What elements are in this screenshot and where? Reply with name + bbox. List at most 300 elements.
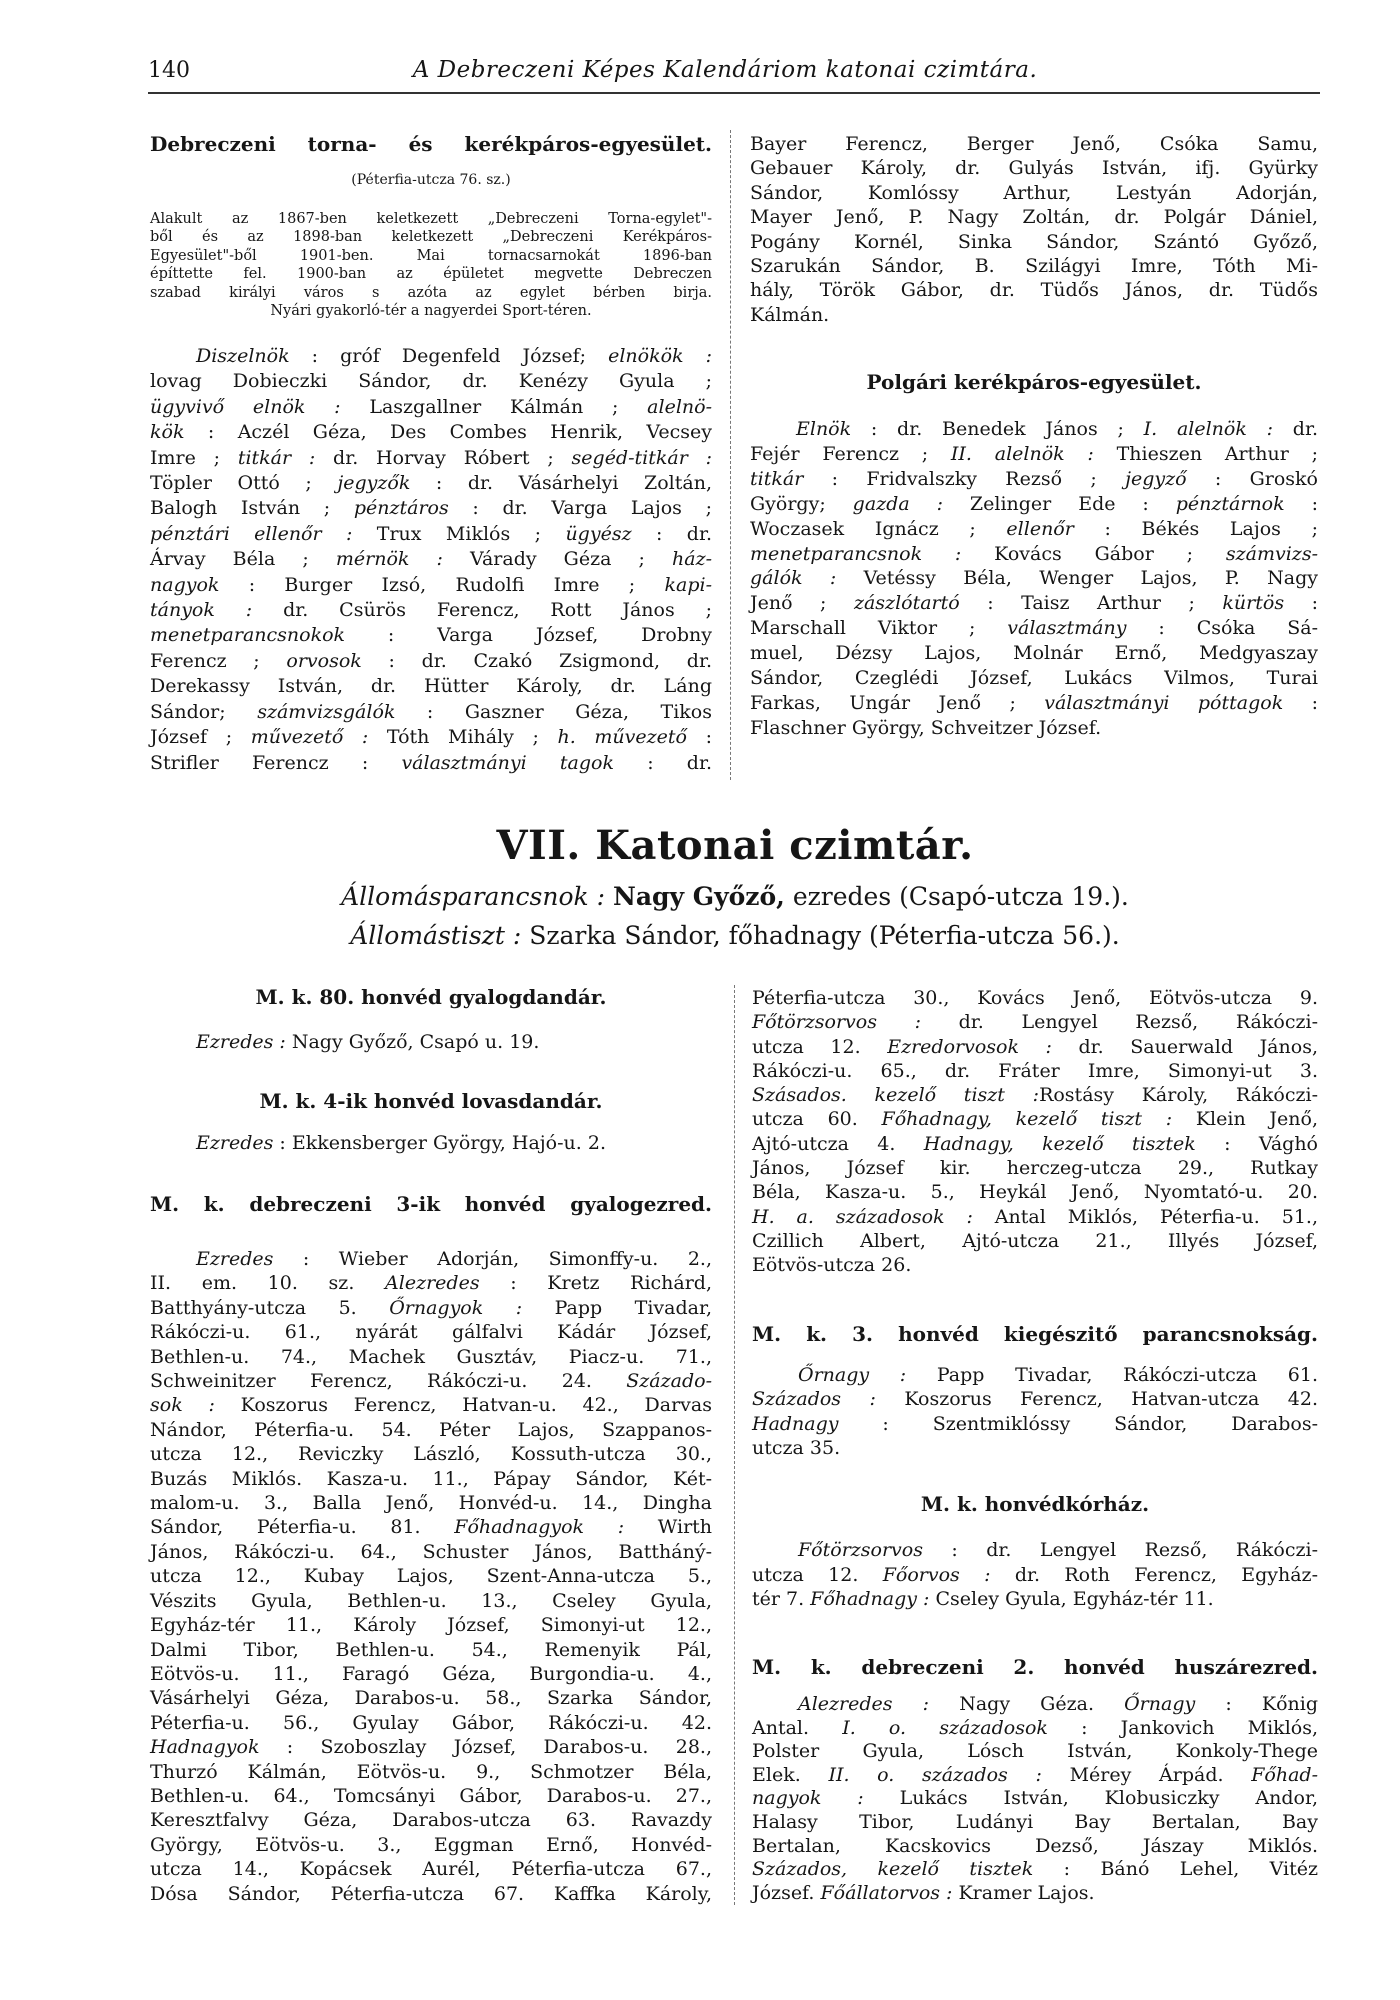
entry-text: Farkas, Ungár Jenő ; [750, 691, 1045, 714]
text-line [150, 1442, 712, 1466]
entry-text: György, Eötvös-u. 3., Eggman Ernő, Honvéd- [150, 1833, 712, 1856]
text-line [150, 1882, 712, 1906]
entry-text: Ajtó-utcza 4. [752, 1132, 924, 1155]
infantry3-entries [150, 1247, 712, 1906]
text-line [150, 1393, 712, 1417]
role-label: választmány [1007, 617, 1127, 640]
role-label: Őrnagyok : [389, 1296, 523, 1319]
section-heading-infantry3: M. k. debreczeni 3-ik honvéd gyalogezred. [150, 1192, 712, 1216]
entry-text: : [1283, 691, 1319, 714]
entry-text: Polster Gyula, Lósch István, Konkoly-Thege [752, 1740, 1318, 1763]
text-line [750, 492, 1318, 517]
text-line [752, 1229, 1318, 1253]
text-line [150, 369, 712, 394]
entry-text: Mérey Árpád. [1041, 1763, 1252, 1786]
entry-text: utcza 14., Kopácsek Aurél, Péterfia-utcza 67., [150, 1858, 712, 1881]
text-line [752, 1787, 1318, 1811]
entry-text: Wirth [624, 1516, 713, 1539]
entry-text: Eötvös-u. 11., Faragó Géza, Burgondia-u. 4., [150, 1662, 712, 1685]
entry-text: utcza 12., Reviczky László, Kossuth-utcza 30., [150, 1443, 712, 1466]
entry-text: Schweinitzer Ferencz, Rákóczi-u. 24. [150, 1370, 627, 1393]
role-label: Főorvos : [882, 1563, 991, 1586]
entry-text: József ; [150, 726, 251, 749]
text-line [752, 1538, 1318, 1563]
entry-text: Sándor, Czeglédi József, Lukács Vilmos, Turai [750, 667, 1318, 690]
entry-text: János, József kir. herczeg-utcza 29., Rutkay [752, 1157, 1318, 1180]
entry-text: Egyház-tér 11., Károly József, Simonyi-ut 12., [150, 1614, 712, 1637]
entry-text: Thurzó Kálmán, Eötvös-u. 9., Schmotzer Béla, [150, 1760, 712, 1783]
entry-text: utcza 60. [752, 1108, 882, 1131]
text-line [150, 1638, 712, 1662]
text-line [150, 1418, 712, 1442]
text-line [150, 573, 712, 598]
role-label: Ezredorvosok : [887, 1035, 1052, 1058]
entry-text: : Aczél Géza, Des Combes Henrik, Vecsey [184, 421, 712, 444]
text-line [150, 344, 712, 369]
entry-text: : Csóka Sá- [1126, 617, 1318, 640]
role-label: Főhadnagyok : [454, 1516, 625, 1539]
entry-text: Gebauer Károly, dr. Gulyás István, ifj. Gyürky [750, 157, 1318, 180]
text-line [750, 666, 1318, 691]
entry-text: lovag Dobieczki Sándor, dr. Kenézy Gyula ; [150, 370, 712, 393]
station-commander-line [200, 882, 1270, 911]
role-label: Hadnagy, kezelő tisztek [923, 1132, 1196, 1155]
entry-text: : Vághó [1195, 1132, 1318, 1155]
role-label: ügyész [565, 522, 632, 545]
entry-text: Imre ; [150, 446, 238, 469]
entry-text: Eötvös-utcza 26. [752, 1254, 912, 1277]
entry-text: Vetéssy Béla, Wenger Lajos, P. Nagy [836, 567, 1318, 590]
entry-text: Kálmán. [750, 303, 830, 326]
supplementary3-entries [752, 1363, 1318, 1460]
text-line [150, 1320, 712, 1344]
text-line [752, 1059, 1318, 1083]
role-label: Alezredes [385, 1272, 480, 1295]
role-label: nagyok [150, 573, 220, 596]
text-line [150, 1857, 712, 1881]
entry-text: Zelinger Ede : [943, 492, 1176, 515]
text-line [150, 1564, 712, 1588]
role-label: Százados, kezelő tisztek [752, 1858, 1034, 1881]
entry-text: Béla, Kasza-u. 5., Heykál Jenő, Nyomtató-u. 20. [752, 1181, 1318, 1204]
text-line [150, 1467, 712, 1491]
role-label: ellenőr [1006, 517, 1074, 540]
column-divider-top [730, 130, 731, 780]
section-heading-hussars2: M. k. debreczeni 2. honvéd huszárezred. [752, 1655, 1318, 1679]
entry-text: Lukács István, Klobusiczky Andor, [863, 1787, 1318, 1810]
text-line [752, 1882, 1318, 1906]
entry-text: Batthyány-utcza 5. [150, 1296, 390, 1319]
entry-text: Nagy Győző, Csapó u. 19. [285, 1031, 540, 1053]
text-line [150, 1711, 712, 1735]
text-line [750, 542, 1318, 567]
entry-text: Flaschner György, Schveitzer József. [750, 716, 1102, 739]
text-line [750, 417, 1318, 442]
entry-text: Kovács Gábor ; [961, 542, 1226, 565]
role-label: titkár : [237, 446, 316, 469]
entry-text: : Békés Lajos ; [1073, 517, 1318, 540]
text-line [150, 1808, 712, 1832]
entry-text: Bethlen-u. 64., Tomcsányi Gábor, Darabos-u. 27., [150, 1784, 712, 1807]
text-line [750, 278, 1318, 302]
text-line [752, 1107, 1318, 1131]
entry-text: : dr. Varga Lajos ; [448, 497, 712, 520]
role-label: Százados : [752, 1388, 876, 1411]
entry-text: Klein Jenő, [1172, 1108, 1319, 1131]
entry-text: Szarukán Sándor, B. Szilágyi Imre, Tóth Mi- [750, 255, 1318, 278]
entry-text: dr. Csürös Ferencz, Rott János ; [252, 599, 712, 622]
entry-text: Rákóczi-u. 65., dr. Fráter Imre, Simonyi-ut 3. [752, 1059, 1318, 1082]
role-label: pénztárnok [1175, 492, 1285, 515]
role-label: alelnö- [647, 395, 712, 418]
entry-text: : Szentmiklóssy Sándor, Darabos- [838, 1412, 1318, 1435]
text-line [750, 132, 1318, 156]
entry-text: Koszorus Ferencz, Hatvan-utcza 42. [875, 1388, 1318, 1411]
entry-text: Halasy Tibor, Ludányi Bay Bertalan, Bay [752, 1810, 1318, 1833]
entry-text: dr. Lengyel Rezső, Rákóczi- [921, 1011, 1318, 1034]
text-line [750, 641, 1318, 666]
text-line [752, 1835, 1318, 1859]
entry-text: Nagy Géza. [929, 1693, 1125, 1715]
entry-text: Strifler Ferencz : [150, 751, 402, 774]
entry-text: utcza 12., Kubay Lajos, Szent-Anna-utcza 5., [150, 1565, 712, 1588]
entry-text: Trux Miklós ; [352, 522, 566, 545]
entry-text: utcza 12. [752, 1035, 888, 1058]
text-line [752, 1717, 1318, 1741]
entry-text: dr. Roth Ferencz, Egyház- [990, 1563, 1318, 1586]
hussars2-entries [752, 1693, 1318, 1905]
role-label: I. o. századosok [842, 1716, 1048, 1739]
entry-text: : dr. [631, 522, 712, 545]
entry-text: : dr. Benedek János ; [851, 418, 1144, 440]
text-line [150, 1369, 712, 1393]
entry-text: dr. Horvay Róbert ; [315, 446, 572, 469]
entry-text: Keresztfalvy Géza, Darabos-utcza 63. Ravazdy [150, 1809, 712, 1832]
running-title: A Debreczeni Képes Kalendáriom katonai czimtára. [412, 57, 1038, 83]
torna-members-continued [750, 132, 1318, 327]
entry-text: Antal Miklós, Péterfia-u. 51., [972, 1205, 1318, 1228]
role-label: Hadnagyok [150, 1736, 260, 1759]
text-line [150, 1540, 712, 1564]
role-label: gazda : [852, 492, 943, 515]
cavalry4-entries [150, 1131, 712, 1155]
entry-text: Antal. [752, 1716, 843, 1739]
text-line [150, 1784, 712, 1808]
station-officer-rest: Szarka Sándor, főhadnagy (Péterfia-utcza 56.). [521, 921, 1120, 950]
entry-text: : Varga József, Drobny [345, 624, 712, 647]
role-label: tányok : [150, 599, 253, 622]
entry-text: : dr. Czakó Zsigmond, dr. [361, 649, 712, 672]
text-line [150, 210, 712, 228]
entry-text: Töpler Ottó ; [150, 472, 338, 495]
text-line [150, 1131, 712, 1155]
text-line [750, 566, 1318, 591]
entry-text: Árvay Béla ; [150, 548, 336, 571]
role-label: pénztári ellenőr : [150, 522, 353, 545]
entry-text: ből és az 1898-ban keletkezett „Debreczeni Kerékpáros- [150, 229, 712, 246]
entry-text: Péterfia-u. 56., Gyulay Gábor, Rákóczi-u. 42. [150, 1711, 712, 1734]
text-line [150, 547, 712, 572]
role-label: Főhadnagy, kezelő tiszt : [881, 1108, 1173, 1131]
entry-text: Dalmi Tibor, Bethlen-u. 54., Remenyik Pál, [150, 1638, 712, 1661]
entry-text: építtette fel. 1900-ban az épületet megvette Debreczen [150, 266, 712, 283]
entry-text: Bertalan, Kacskovics Dezső, Jászay Miklós. [752, 1834, 1318, 1857]
entry-text: Marschall Viktor ; [750, 617, 1008, 640]
entry-text: : Burger Izsó, Rudolfi Imre ; [219, 573, 665, 596]
text-line [752, 1205, 1318, 1229]
text-line [752, 986, 1318, 1010]
role-label: Főállatorvos : [820, 1881, 953, 1904]
section-heading-hospital: M. k. honvédkórház. [920, 1492, 1150, 1516]
entry-text: Péterfia-utcza 30., Kovács Jenő, Eötvös-utcza 9. [752, 987, 1318, 1009]
role-label: Őrnagy [1124, 1693, 1196, 1715]
role-label: gálók : [750, 567, 837, 590]
entry-text: Fejér Ferencz ; [750, 442, 951, 465]
entry-text: : Szoboszlay József, Darabos-u. 28., [259, 1736, 712, 1759]
role-label: számvizs- [1225, 542, 1318, 565]
entry-text: Cseley Gyula, Egyház-tér 11. [929, 1588, 1214, 1610]
entry-text: Bayer Ferencz, Berger Jenő, Csóka Samu, [750, 133, 1318, 155]
entry-text: tér 7. [752, 1588, 811, 1610]
entry-text: Pogány Kornél, Sinka Sándor, Szántó Győző, [750, 230, 1318, 253]
role-label: II. o. százados : [828, 1763, 1042, 1786]
entry-text: Nándor, Péterfia-u. 54. Péter Lajos, Szappanos- [150, 1418, 712, 1441]
text-line [150, 1686, 712, 1710]
entry-text: Laszgallner Kálmán ; [340, 395, 648, 418]
entry-text: : Gaszner Géza, Tikos [395, 700, 712, 723]
text-line [150, 1735, 712, 1759]
entry-text: : dr. [613, 751, 712, 774]
entry-text: : dr. Lengyel Rezső, Rákóczi- [922, 1539, 1318, 1561]
text-line [750, 591, 1318, 616]
infantry3-entries-continued [752, 986, 1318, 1278]
role-label: jegyző [1125, 467, 1187, 490]
text-line [150, 1491, 712, 1515]
entry-text: Koszorus Ferencz, Hatvan-u. 42., Darvas [214, 1394, 712, 1417]
entry-text: : [1284, 492, 1318, 515]
entry-text: : [1284, 592, 1318, 615]
text-line [750, 691, 1318, 716]
role-label: segéd-titkár : [571, 446, 712, 469]
text-line [150, 228, 712, 246]
text-line [750, 467, 1318, 492]
entry-text: : Fridvalszky Rezső ; [803, 467, 1126, 490]
text-line [750, 517, 1318, 542]
entry-text: Papp Tivadar, Rákóczi-utcza 61. [906, 1364, 1318, 1386]
entry-text: II. em. 10. sz. [150, 1272, 386, 1295]
text-line [150, 725, 712, 750]
role-label: kök [150, 421, 185, 444]
entry-text: szabad királyi város s azóta az egylet bérben birja. [150, 284, 712, 301]
station-officer-line [200, 921, 1270, 950]
chapter-title: VII. Katonai czimtár. [496, 822, 974, 869]
entry-text: dr. [1273, 418, 1318, 440]
entry-text: Woczasek Ignácz ; [750, 517, 1007, 540]
text-line [752, 1587, 1318, 1612]
entry-text: Tóth Mihály ; [368, 726, 558, 749]
role-label: választmányi póttagok [1044, 691, 1284, 714]
text-line [150, 674, 712, 699]
entry-text: Vásárhelyi Géza, Darabos-u. 58., Szarka Sándor, [150, 1687, 712, 1710]
entry-text: Sándor; [150, 700, 258, 723]
text-line [150, 420, 712, 445]
text-line [150, 1345, 712, 1369]
text-line [150, 522, 712, 547]
entry-text: Balogh István ; [150, 497, 354, 520]
text-line [150, 1271, 712, 1295]
role-label: I. alelnök : [1143, 418, 1274, 440]
entry-text: malom-u. 3., Balla Jenő, Honvéd-u. 14., Dingha [150, 1492, 712, 1515]
role-label: választmányi tagok [401, 751, 614, 774]
role-label: ügyvivő elnök : [150, 395, 341, 418]
polgari-officers [750, 417, 1318, 741]
text-line [150, 649, 712, 674]
role-label: Főhad- [1251, 1763, 1318, 1786]
torna-intro-last-line: Nyári gyakorló-tér a nagyerdei Sport-téren. [270, 303, 592, 319]
page-number: 140 [148, 58, 190, 83]
role-label: Százado- [626, 1370, 712, 1393]
section-heading-torna: Debreczeni torna- és kerékpáros-egyesület. [150, 132, 712, 156]
text-line [752, 1740, 1318, 1764]
role-label: orvosok [286, 649, 362, 672]
text-line [752, 1156, 1318, 1180]
text-line [150, 496, 712, 521]
role-label: nagyok : [752, 1787, 864, 1810]
text-line [750, 205, 1318, 229]
text-line [150, 1296, 712, 1320]
entry-text: Jenő ; [750, 592, 854, 615]
text-line [150, 1833, 712, 1857]
text-line [752, 1132, 1318, 1156]
station-commander-label: Állomásparancsnok : [341, 882, 606, 911]
text-line [150, 247, 712, 265]
torna-intro [150, 210, 712, 302]
entry-text: muel, Dézsy Lajos, Molnár Ernő, Medgyaszay [750, 642, 1318, 665]
text-line [150, 598, 712, 623]
entry-text: Bethlen-u. 74., Machek Gusztáv, Piacz-u. 71., [150, 1345, 712, 1368]
text-line [150, 265, 712, 283]
entry-text: György; [750, 492, 853, 515]
text-line [750, 616, 1318, 641]
text-line [150, 751, 712, 776]
role-label: számvizsgálók [257, 700, 396, 723]
role-label: H. a. századosok : [752, 1205, 973, 1228]
text-line [752, 1035, 1318, 1059]
role-label: menetparancsnok : [750, 542, 962, 565]
role-label: Főtörzsorvos : [752, 1011, 922, 1034]
hospital-entries [752, 1538, 1318, 1612]
text-line [752, 1811, 1318, 1835]
role-label: kürtös [1222, 592, 1285, 615]
entry-text: : Kretz Richárd, [479, 1272, 713, 1295]
text-line [752, 1858, 1318, 1882]
text-line [750, 254, 1318, 278]
text-line [150, 446, 712, 471]
role-label: ház- [672, 548, 712, 571]
section-heading-supplementary3: M. k. 3. honvéd kiegészitő parancsnokság. [752, 1322, 1318, 1346]
column-divider-bottom [734, 985, 735, 1905]
entry-text: Ferencz ; [150, 649, 287, 672]
role-label: jegyzők [337, 472, 411, 495]
torna-officers [150, 344, 712, 776]
text-line [752, 1764, 1318, 1788]
role-label: zászlótartó [853, 592, 960, 615]
text-line [150, 700, 712, 725]
text-line [752, 1387, 1318, 1411]
text-line [750, 156, 1318, 180]
entry-text: Mayer Jenő, P. Nagy Zoltán, dr. Polgár Dániel, [750, 206, 1318, 229]
text-line [752, 1693, 1318, 1717]
text-line [752, 1412, 1318, 1436]
text-line [750, 230, 1318, 254]
role-label: pénztáros [353, 497, 449, 520]
role-label: h. művezető [557, 726, 687, 749]
entry-text: : gróf Degenfeld József; [289, 345, 609, 367]
role-label: Főhadnagy : [810, 1588, 930, 1610]
role-label: Szásados. kezelő tiszt : [752, 1084, 1040, 1107]
entry-text: János, Rákóczi-u. 64., Schuster János, Battháný- [150, 1540, 712, 1563]
role-label: menetparancsnokok [150, 624, 346, 647]
entry-text: utcza 35. [752, 1436, 841, 1459]
role-label: Alezredes : [798, 1693, 930, 1715]
entry-text: : dr. Vásárhelyi Zoltán, [410, 472, 712, 495]
entry-text: : Groskó [1186, 467, 1318, 490]
entry-text: dr. Sauerwald János, [1051, 1035, 1318, 1058]
text-line [150, 1760, 712, 1784]
entry-text: Papp Tivadar, [522, 1296, 713, 1319]
entry-text: : Wieber Adorján, Simonffy-u. 2., [273, 1248, 712, 1270]
entry-text: Várady Géza ; [442, 548, 672, 571]
station-officer-label: Állomástiszt : [350, 921, 522, 950]
text-line [752, 1180, 1318, 1204]
station-commander-name: Nagy Győző, [612, 882, 785, 911]
role-label: Ezredes [196, 1132, 274, 1154]
entry-text: Elek. [752, 1763, 829, 1786]
entry-text: Buzás Miklós. Kasza-u. 11., Pápay Sándor, Két- [150, 1467, 712, 1490]
role-label: Ezredes : [196, 1031, 286, 1053]
entry-text: Rostásy Károly, Rákóczi- [1039, 1084, 1319, 1107]
text-line [150, 1515, 712, 1539]
section-heading-polgari: Polgári kerékpáros-egyesület. [866, 370, 1202, 394]
torna-address: (Péterfia-utcza 76. sz.) [351, 172, 511, 188]
text-line [750, 716, 1318, 741]
role-label: Hadnagy [752, 1412, 839, 1435]
entry-text: József. [752, 1881, 821, 1904]
entry-text: Dósa Sándor, Péterfia-utcza 67. Kaffka Károly, [150, 1882, 712, 1905]
role-label: II. alelnök : [950, 442, 1094, 465]
text-line [752, 1436, 1318, 1460]
role-label: Őrnagy : [798, 1364, 907, 1386]
text-line [752, 1363, 1318, 1387]
entry-text: Kramer Lajos. [952, 1881, 1095, 1904]
entry-text: : Kőnig [1195, 1693, 1318, 1715]
role-label: Főtörzsorvos [798, 1539, 923, 1561]
role-label: sok : [150, 1394, 215, 1417]
text-line [750, 442, 1318, 467]
entry-text: : Ekkensberger György, Hajó-u. 2. [273, 1132, 606, 1154]
section-heading-brigade80: M. k. 80. honvéd gyalogdandár. [255, 985, 607, 1009]
text-line [752, 1010, 1318, 1034]
entry-text: Czillich Albert, Ajtó-utcza 21., Illyés József, [752, 1229, 1318, 1252]
text-line [150, 1613, 712, 1637]
text-line [150, 395, 712, 420]
text-line [150, 471, 712, 496]
section-heading-cavalry4: M. k. 4-ik honvéd lovasdandár. [259, 1089, 603, 1113]
entry-text: Vészits Gyula, Bethlen-u. 13., Cseley Gyula, [150, 1589, 712, 1612]
entry-text: Sándor, Péterfia-u. 81. [150, 1516, 455, 1539]
role-label: Elnök [796, 418, 852, 440]
entry-text: Thieszen Arthur ; [1093, 442, 1318, 465]
